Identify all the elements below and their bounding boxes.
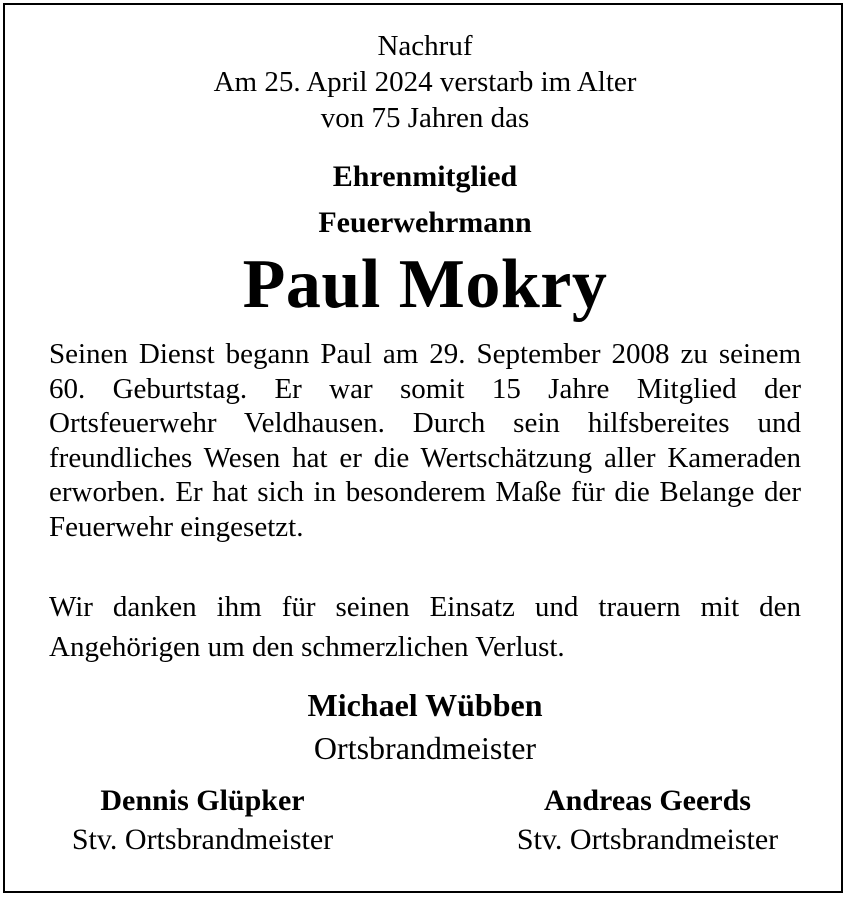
intro-line-1: Am 25. April 2024 verstarb im Alter <box>213 66 637 98</box>
signature-left <box>45 782 360 860</box>
signature-main-name: Michael Wübben <box>307 687 543 723</box>
signature-right-role: Stv. Ortsbrandmeister <box>516 823 779 856</box>
signature-right-name: Andreas Geerds <box>544 784 751 817</box>
signature-left-role: Stv. Ortsbrandmeister <box>71 823 334 856</box>
signature-right <box>490 782 805 860</box>
paragraph-service: Seinen Dienst begann Paul am 29. September 2008 zu seinem 60. Geburtstag. Er war somit 15 Jahre Mitglied der Ortsfeuerwehr Veldhausen. Durch sein hilfsbereites und freundliches Wesen hat er die Wertschätzung aller Kameraden erworben. Er hat sich in besonderem Maße für die Belange der Feuerwehr eingesetzt. <box>49 338 801 543</box>
signature-main-role: Ortsbrandmeister <box>313 730 537 766</box>
deceased-name: Paul Mokry <box>242 246 608 323</box>
rank-honorary-member: Ehrenmitglied <box>332 160 518 193</box>
obituary-header <box>0 28 850 136</box>
heading: Nachruf <box>377 30 473 62</box>
intro-line-2: von 75 Jahren das <box>320 102 530 134</box>
rank-firefighter: Feuerwehrmann <box>318 206 532 239</box>
paragraph-thanks: Wir danken ihm für seinen Einsatz und trauern mit den Angehörigen um den schmerzlichen Verlust. <box>49 591 801 663</box>
signature-left-name: Dennis Glüpker <box>100 784 305 817</box>
